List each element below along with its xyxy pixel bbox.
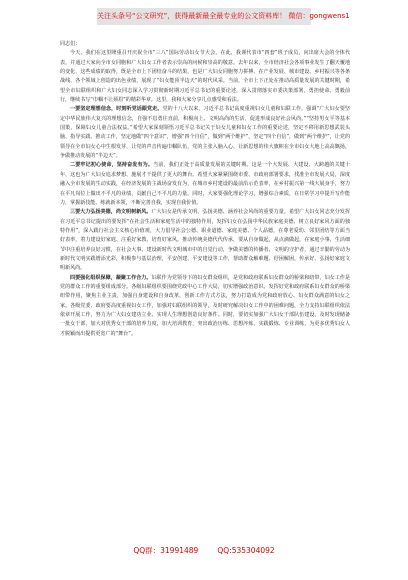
paragraph-section-4: [60, 274, 350, 339]
footer-qq: QQ:535304092: [217, 546, 275, 555]
section-text: 当前，我们正处于高质量发展的关键时期。这是一个大发展、大建设、大跨越的关键十年，这也为广大妇女追求梦想、施展才干提供了更大的舞台。希望大家紧紧围绕市委、市政府部署要求，找准全市发展大局，深度融入全市发展的生动实践，在经济发展的主战场奋发有为，在城市乡村建设的最前沿示范表率，在乡村振兴第一线大展身手，努力在平凡岗位上做出不平凡的业绩，贡献自己不平凡的力量。同时，大家要强化理论学习，增强综合素质，在日常学习中提升写作能力，掌握新技能、练就新本领，不断完善自我，实现自我价值。: [60, 162, 351, 206]
paragraph-section-3: [60, 208, 350, 273]
section-heading: 二要牢记初心使命，坚持奋发有为。: [70, 162, 154, 169]
paragraph-section-1: [60, 105, 350, 161]
section-heading: 一要坚定理想信念，时刻听党话跟党走。: [70, 106, 163, 113]
section-text: 党的十八大以来，习近平总书记高度重视妇女儿童和妇联工作，强调“广大妇女要坚定中华民族伟大复兴的理想信念，自强不息勇往直前，积极向上、文明高尚的生活，促进形成良好社会风尚。”“坚持男女平等基本国策，保障妇女儿童合法权益。”希望大家深刻领悟习近平总书记关于妇女儿童和妇女工作的重要论述，坚定不移用新思想武装头脑、指导实践、推动工作，坚定地做“四个意识”，增强“四个自信”，做到“两个维护”，坚定“四个自信”，做到“两个维护”，让党的领导在全市妇女心中生根发芽，让党的声音传遍巾帼队伍，党的主张入脑入心、让新思想的伟大旗帜在全市妇女大地上高高飘扬，争做推动发展的“半边天”。: [60, 106, 350, 160]
section-text: 妇联作为党领导下的妇女群众组织，是党和政府联系妇女群众的桥梁和纽带，妇女工作是党的群众工作的重要组成部分。各级妇联组织要围绕党政中心工作大局，切实增强政治意识、发挥好党和政府联系妇女群众的桥梁纽带作用，聚焦主业主责，加强自身建设和自身改革，创新工作方式方法，努力打造成为党和政府放心、妇女群众满意的妇女之家。各级党委、政府要高度重视妇女工作，加强对妇联组织的领导，及时研究解决妇女工作中的困难问题，全力支持妇联组织依法依章开展工作，努力为广大妇女建功立业、实现人生理想创造良好条件。同时，要切实加强广大妇女干部队伍建设，及时发现储备一批女干部，加大对优秀女干部的培养力度，加大培训教育，突出政治历练、思想淬炼、实践锻炼、专业训练，为更多优秀妇女人才脱颖而出提供更宽广的“舞台”。: [60, 274, 351, 337]
section-heading: 四要强化组织保障，凝聚工作合力。: [70, 274, 152, 281]
footer-qq-group: QQ群：31991489: [133, 546, 199, 555]
paragraph-intro: 今天，我们在这里隆重召开庆祝全市“三八”国际劳动妇女节大会，在此，我谨代表市“四套”班子成员，向出席大会的全体代表，并通过大家向全市女同胞和广大妇女工作者表示崇高的问候和崇高的敬意。去年以来，全市经济社会各项事业发生了翻天覆地的变化，这些成绩的取得，既是全市上下团结奋斗的结果，也是广大妇女同胞努力拼搏、在产业发展、城市建设、乡村振兴等各条战线、各个领域上创造的出色业绩，展现了“妇女能顶半边天”的时代风采。当前，全市上下正处在推动高质量发展的关键时期，希望全市妇联组织和广大妇女同志深入学习贯彻新时期习近平总书记的重要论述，深入贯彻落实市委决策部署，勇担使命、勇毅前行，继续书写“巾帼不让须眉”的精彩华章。这里，我和大家分享几点感受和看法。: [60, 50, 350, 104]
document-body: [60, 40, 350, 339]
promo-banner: 关注头条号“公文研究”，获得最新最全最专业的公文资料库！ 微信：gongwens1: [97, 8, 311, 25]
salutation: 同志们：: [60, 41, 81, 47]
section-text: 广大妇女是传承文明、弘扬美德、涵养社会风尚的重要力量。希望广大妇女同志充分发挥在习近平总书记提出的要发挥“在社会生活和家庭生活中的独特作用，发挥妇女在弘扬中华民族家庭美德、树立良好家风方面的独特作用”，深入践行社会主义核心价值观，大力倡导社会公德、职业道德、家庭美德、个人品德，在尊老爱幼、邻里团结等方面当好表率，着力建设好家庭、注重好家教、培育好家风。推动传统美德代代传承，要从自身做起，从点滴做起，在家庭小事、生活细节中注重培养良好习惯，在社会大事、建设新时代文明城市中的自觉行动，争做美德的传播者、文明的守护者，通过辛勤的劳动为新时代文明实践增添光彩，积极参与基层治理，平安创建、平安建设等工作，帮助群众解难题、纾困解困，传承好、弘扬好家庭文明新风尚。: [60, 209, 351, 272]
page-footer: [0, 545, 408, 556]
section-heading: 三要大力弘扬美德，尚文明树新风。: [70, 209, 152, 216]
paragraph-section-2: [60, 161, 350, 208]
